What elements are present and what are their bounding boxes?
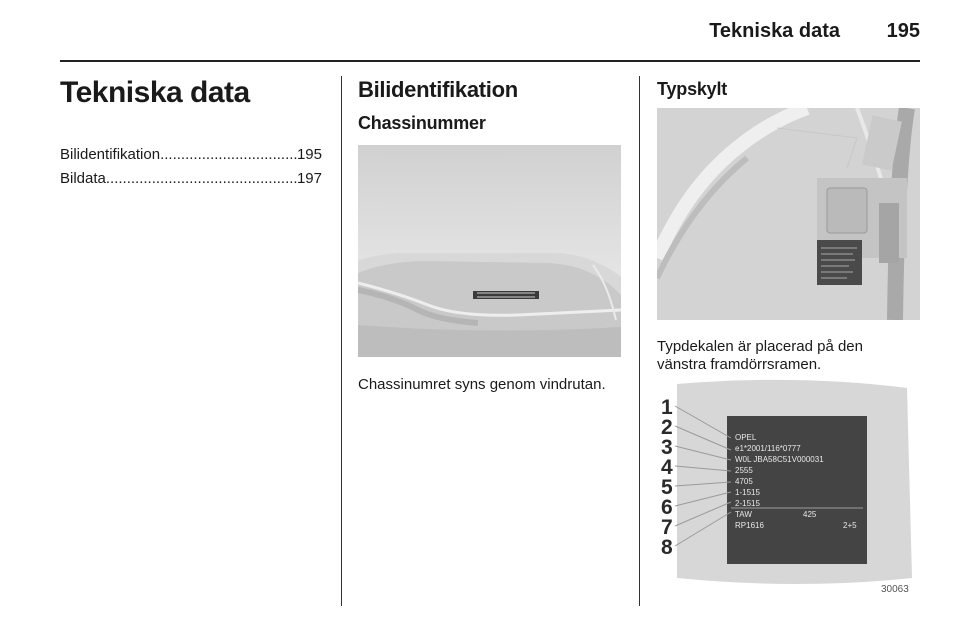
plate-right-value-2: 2+5 bbox=[843, 521, 857, 530]
plate-label-6: 6 bbox=[661, 496, 673, 519]
plate-line-code-2: RP1616 bbox=[735, 521, 764, 530]
chapter-title: Tekniska data bbox=[60, 76, 250, 109]
toc-entry[interactable] bbox=[60, 143, 322, 167]
column-vehicle-identification bbox=[358, 62, 623, 134]
plate-right-value-1: 425 bbox=[803, 510, 817, 519]
plate-line-train-weight: 4705 bbox=[735, 477, 753, 486]
plate-label-8: 8 bbox=[661, 536, 673, 559]
plate-line-axle-2: 2-1515 bbox=[735, 499, 760, 508]
toc-leader-dots bbox=[106, 167, 297, 191]
vin-windshield-illustration bbox=[358, 145, 621, 357]
column-toc bbox=[60, 62, 325, 191]
running-header-title: Tekniska data bbox=[709, 20, 840, 42]
column-divider-1 bbox=[341, 76, 342, 606]
toc-leader-dots bbox=[160, 143, 297, 167]
running-header-page-number: 195 bbox=[886, 20, 920, 42]
toc-entry-label: Bildata bbox=[60, 170, 106, 187]
plate-line-gross-weight: 2555 bbox=[735, 466, 753, 475]
section-title: Bilidentifikation bbox=[358, 77, 518, 102]
plate-line-code-1: TAW bbox=[735, 510, 752, 519]
column-type-plate bbox=[657, 62, 922, 100]
plate-line-approval: e1*2001/116*0777 bbox=[735, 444, 801, 453]
plate-line-axle-1: 1-1515 bbox=[735, 488, 760, 497]
type-plate-caption-line-1: Typdekalen är placerad på den bbox=[657, 338, 863, 355]
toc-entry[interactable] bbox=[60, 167, 322, 191]
plate-label-5: 5 bbox=[661, 476, 673, 499]
plate-label-1: 1 bbox=[661, 396, 673, 419]
type-plate-caption-line-2: vänstra framdörrsramen. bbox=[657, 356, 822, 373]
plate-line-vin: W0L JBA58C51V000031 bbox=[735, 455, 824, 464]
subsection-title: Chassinummer bbox=[358, 113, 486, 133]
type-plate-caption bbox=[657, 338, 863, 374]
plate-label-2: 2 bbox=[661, 416, 673, 439]
figure-number: 30063 bbox=[881, 584, 909, 595]
type-plate-illustration bbox=[657, 378, 920, 595]
plate-label-3: 3 bbox=[661, 436, 673, 459]
door-frame-illustration bbox=[657, 108, 920, 320]
subsection-title: Typskylt bbox=[657, 79, 728, 99]
toc-entry-page: 197 bbox=[296, 170, 322, 187]
plate-label-4: 4 bbox=[661, 456, 673, 479]
plate-line-manufacturer: OPEL bbox=[735, 433, 757, 442]
vin-caption: Chassinumret syns genom vindrutan. bbox=[358, 376, 606, 393]
toc-entry-page: 195 bbox=[296, 146, 322, 163]
column-divider-2 bbox=[639, 76, 640, 606]
toc-entry-label: Bilidentifikation bbox=[60, 146, 161, 163]
table-of-contents bbox=[60, 143, 325, 191]
plate-label-7: 7 bbox=[661, 516, 673, 539]
